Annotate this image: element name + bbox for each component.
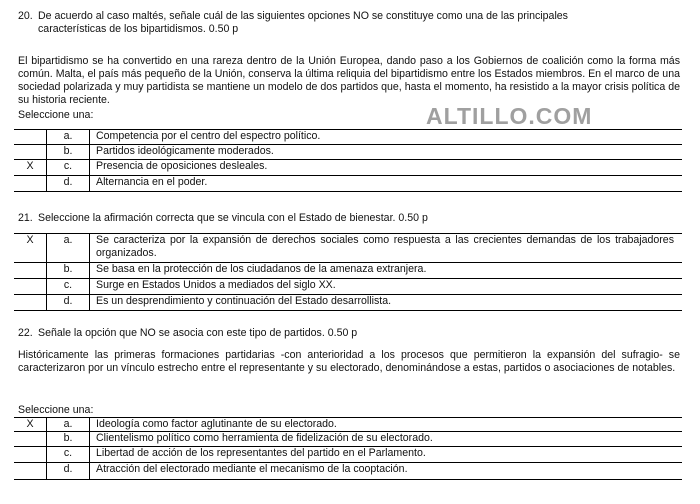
answer-mark: X (26, 418, 34, 430)
answer-mark (14, 432, 47, 447)
option-row[interactable] (14, 130, 682, 145)
question-22-title-text: Señale la opción que NO se asocia con este tipo de partidos. 0.50 p (38, 327, 358, 339)
option-text: Atracción del electorado mediante el mecanismo de la cooptación. (90, 463, 683, 480)
answer-mark (14, 279, 47, 295)
question-22-select-label: Seleccione una: (18, 404, 94, 416)
option-text: Se basa en la protección de los ciudadanos de la amenaza extranjera. (90, 263, 683, 279)
question-20-number: 20. (18, 10, 33, 22)
option-text: Ideología como factor aglutinante de su electorado. (90, 418, 683, 432)
option-row[interactable] (14, 234, 682, 263)
question-20-select-label: Seleccione una: (18, 109, 94, 121)
option-letter: d. (47, 463, 90, 480)
question-20-paragraph: El bipartidismo se ha convertido en una rareza dentro de la Unión Europea, dando paso a los Gobiernos de coalición como la forma más común. Malta, el país más pequeño de la Unión, conserva la última reliquia del bipartidismo entre los Estados miembros. En el marco de una sociedad polarizada y muy partidista se mantiene un modelo de dos partidos que, hasta el momento, ha resistido a la mayor crisis política de su historia reciente. (18, 55, 680, 106)
question-20-line-1: De acuerdo al caso maltés, señale cuál de las siguientes opciones NO se constituye como una de las principales (38, 10, 568, 22)
altillo-watermark: ALTILLO.COM (426, 103, 593, 129)
option-text: Libertad de acción de los representantes del partido en el Parlamento. (90, 447, 683, 463)
option-text: Competencia por el centro del espectro político. (90, 130, 683, 145)
option-row[interactable] (14, 463, 682, 480)
option-row[interactable] (14, 263, 682, 279)
option-row[interactable] (14, 279, 682, 295)
option-text: Partidos ideológicamente moderados. (90, 145, 683, 160)
option-text: Es un desprendimiento y continuación del Estado desarrollista. (90, 295, 683, 311)
question-20-title (18, 10, 678, 36)
option-letter: d. (47, 295, 90, 311)
question-21-number: 21. (18, 212, 33, 224)
option-row[interactable] (14, 295, 682, 311)
answer-mark (14, 263, 47, 279)
option-letter: c. (47, 160, 90, 176)
option-row[interactable] (14, 418, 682, 432)
option-letter: a. (47, 234, 90, 263)
question-22-paragraph: Históricamente las primeras formaciones partidarias -con anterioridad a los procesos que permitieron la expansión del sufragio- se caracterizaron por un vínculo estrecho entre el representante y su electorado, denominándose a estas, partidos o asociaciones de notables. (18, 349, 680, 374)
question-20-options (14, 129, 682, 192)
option-text: Presencia de oposiciones desleales. (90, 160, 683, 176)
question-22-options (14, 417, 682, 480)
option-letter: b. (47, 432, 90, 447)
option-letter: c. (47, 279, 90, 295)
question-21-title-text: Seleccione la afirmación correcta que se vincula con el Estado de bienestar. 0.50 p (38, 212, 428, 224)
answer-mark (14, 130, 47, 145)
answer-mark (14, 447, 47, 463)
option-row[interactable] (14, 160, 682, 176)
option-row[interactable] (14, 432, 682, 447)
question-21-title (18, 212, 678, 225)
option-letter: c. (47, 447, 90, 463)
question-20-line-2: características de los bipartidismos. 0.50 p (38, 23, 239, 35)
answer-mark (14, 463, 47, 480)
question-22-number: 22. (18, 327, 33, 339)
option-text: Se caracteriza por la expansión de derechos sociales como respuesta a las crecientes demandas de los trabajadores organizados. (90, 234, 683, 263)
option-row[interactable] (14, 176, 682, 192)
option-text: Surge en Estados Unidos a mediados del siglo XX. (90, 279, 683, 295)
option-letter: b. (47, 263, 90, 279)
option-letter: d. (47, 176, 90, 192)
answer-mark: X (26, 160, 34, 172)
option-text: Alternancia en el poder. (90, 176, 683, 192)
question-22-title (18, 327, 678, 340)
answer-mark (14, 295, 47, 311)
option-text: Clientelismo político como herramienta de fidelización de su electorado. (90, 432, 683, 447)
option-letter: a. (47, 130, 90, 145)
answer-mark (14, 176, 47, 192)
option-row[interactable] (14, 145, 682, 160)
answer-mark (14, 145, 47, 160)
option-letter: a. (47, 418, 90, 432)
answer-mark: X (26, 234, 34, 246)
option-row[interactable] (14, 447, 682, 463)
question-21-options (14, 233, 682, 311)
option-letter: b. (47, 145, 90, 160)
